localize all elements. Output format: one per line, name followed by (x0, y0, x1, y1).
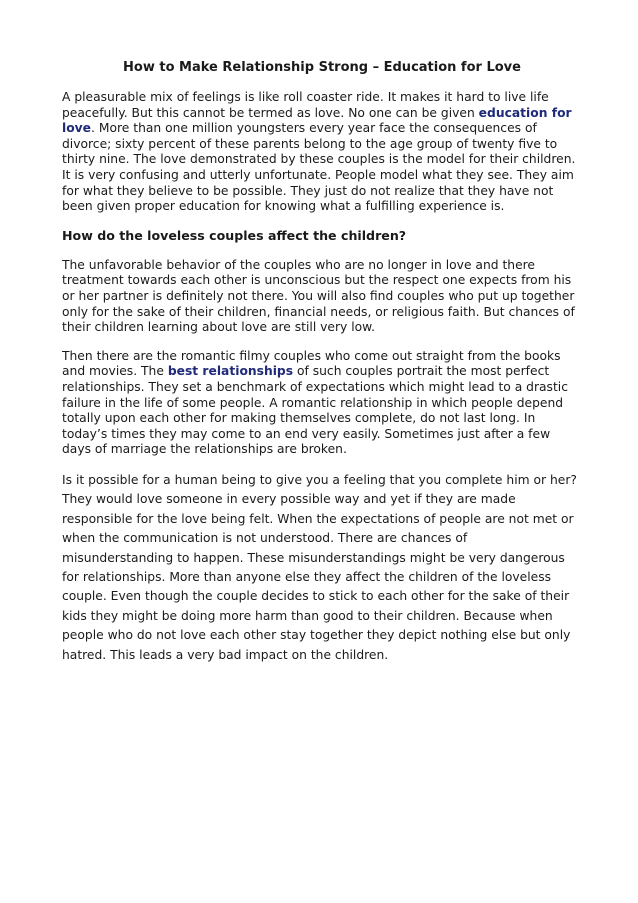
document-title: How to Make Relationship Strong – Education for Love (123, 60, 521, 75)
best-relationships-link[interactable]: best relationships (167, 364, 294, 379)
section-heading: How do the loveless couples affect the children? (62, 227, 407, 243)
paragraph-intro-text-before: A pleasurable mix of feelings is like roll coaster ride. It makes it hard to live life peacefully. But this cannot be termed as love. No one can be given (62, 90, 549, 120)
paragraph-intro (62, 90, 582, 215)
document-page (62, 60, 582, 665)
paragraph-human-being: Is it possible for a human being to give you a feeling that you complete him or her? They would love someone in every possible way and yet if they are made responsible for the love being felt. When the expectations of people are not met or when the communication is not understood. There are chances of misunderstanding to happen. These misunderstandings might be very dangerous for relationships. More than anyone else they affect the children of the loveless couple. Even though the couple decides to stick to each other for the sake of their kids they might be doing more harm than good to their children. Because when people who do not love each other stay together they depict nothing else but only hatred. This leads a very bad impact on the children. (62, 472, 577, 662)
paragraph-romantic-text-before: Then there are the romantic filmy couples who come out straight from the books and movies. The (62, 348, 561, 379)
paragraph-intro-text-after: . More than one million youngsters every year face the consequences of divorce; sixty percent of these parents belong to the age group of twenty five to thirty nine. The love demonstrated by these couples is the model for their children. It is very confusing and utterly unfortunate. People model what they see. They aim for what they believe to be possible. They just do not realize that they have not been given proper education for knowing what a fulfilling experience is. (62, 121, 576, 214)
paragraph-romantic-text-after: of such couples portrait the most perfect relationships. They set a benchmark of expectations which might lead to a drastic failure in the life of some people. A romantic relationship in which people depend totally upon each other for making themselves complete, do not last long. In today’s times they may come to an end very easily. Sometimes just after a few days of marriage the relationships are broken. (62, 364, 568, 457)
paragraph-romantic-couples (62, 349, 582, 458)
education-for-love-link[interactable]: education for love (62, 105, 572, 136)
paragraph-unfavorable-behavior: The unfavorable behavior of the couples who are no longer in love and there treatment towards each other is unconscious but the respect one expects from his or her partner is definitely not there. You will also find couples who put up together only for the sake of their children, financial needs, or religious faith. But chances of their children learning about love are still very low. (62, 257, 575, 335)
